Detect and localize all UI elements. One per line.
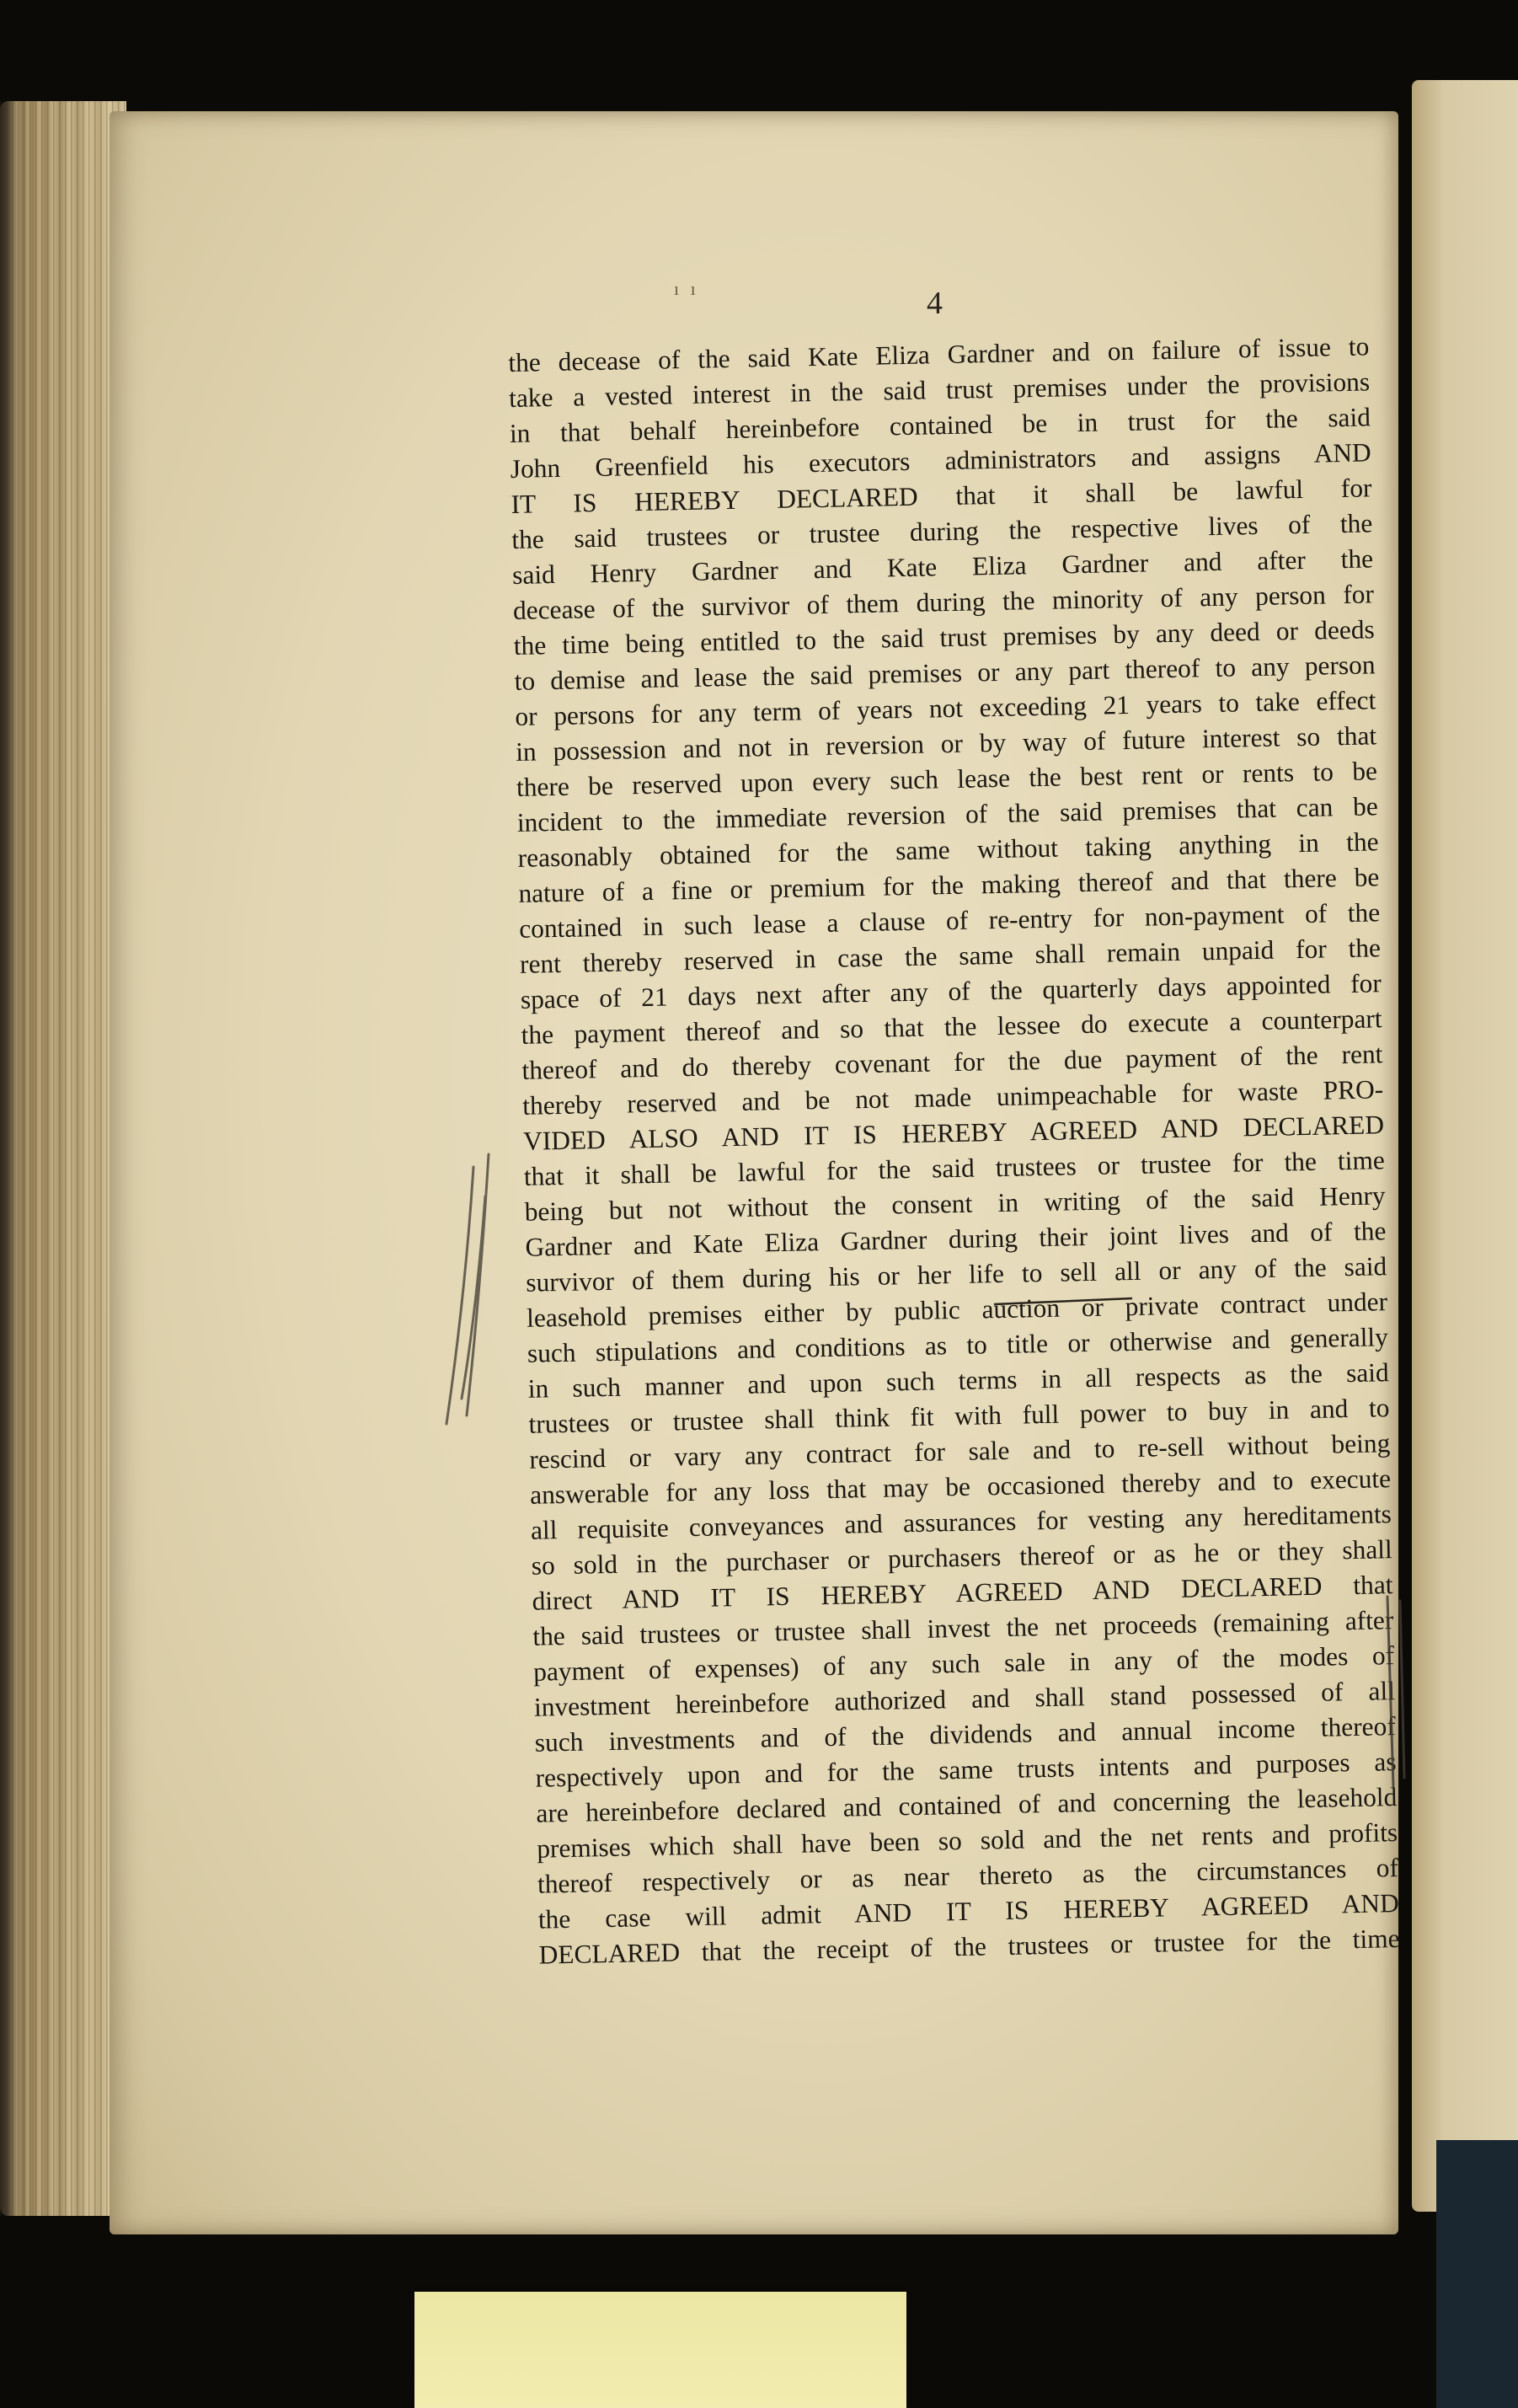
text-line: in that behalf hereinbefore contained be in trust for the said [509,402,1371,448]
text-line: said Henry Gardner and Kate Eliza Gardner and after the [511,543,1374,590]
text-line: so sold in the purchaser or purchasers thereof or as he or they shall [531,1534,1392,1581]
text-line: contained in such lease a clause of re-entry for non-payment of the [518,897,1381,944]
sticky-note [414,2292,906,2408]
text-line: leasehold premises either by public auction or private contract under [526,1287,1388,1333]
text-line: such investments and of the dividends and annual income thereof [534,1711,1396,1758]
text-line: DECLARED that the receipt of the trustees or trustee for the time [538,1924,1400,1970]
facing-page-edge [1412,80,1518,2212]
text-line: investment hereinbefore authorized and shall stand possessed of all [533,1676,1396,1722]
text-line: respectively upon and for the same trusts intents and purposes as [535,1747,1397,1793]
text-line: rent thereby reserved in case the same shall remain unpaid for the [519,933,1382,979]
text-line: all requisite conveyances and assurances for vesting any hereditaments [530,1499,1392,1545]
text-line: the decease of the said Kate Eliza Gardner and on failure of issue to [508,331,1370,377]
text-line: decease of the survivor of them during the minority of any person for [512,579,1375,625]
text-line: premises which shall have been so sold and the net rents and profits [536,1817,1398,1864]
text-line: incident to the immediate reversion of the said premises that can be [516,791,1379,837]
text-line: survivor of them during his or her life to sell all or any of the said [526,1251,1387,1298]
text-line: the said trustees or trustee shall invest the net proceeds (remaining after [532,1605,1394,1651]
text-line: VIDED ALSO AND IT IS HEREBY AGREED AND DECLARED [522,1110,1385,1156]
text-line: to demise and lease the said premises or any part thereof to any person [514,650,1376,696]
text-line: John Greenfield his executors administrators and assigns AND [510,437,1371,484]
text-line: the said trustees or trustee during the respective lives of the [511,508,1373,554]
text-line: trustees or trustee shall think fit with full power to buy in and to [528,1393,1390,1439]
text-line: take a vested interest in the said trust premises under the provisions [508,367,1371,413]
text-line: nature of a fine or premium for the making thereof and that there be [518,862,1380,908]
text-line: there be reserved upon every such lease the best rent or rents to be [516,756,1378,802]
text-line: the time being entitled to the said trust premises by any deed or deeds [513,614,1375,661]
text-line: in possession and not in reversion or by way of future interest so that [515,720,1377,767]
text-line: payment of expenses) of any such sale in any of the modes of [532,1640,1395,1687]
top-marks: ı ı [674,278,699,299]
text-line: direct AND IT IS HEREBY AGREED AND DECLARED that [532,1570,1393,1616]
text-line: thereof respectively or as near thereto as the circumstances of [537,1853,1399,1899]
body-text [508,329,1400,1972]
text-line: answerable for any loss that may be occasioned thereby and to execute [529,1464,1392,1510]
text-line: IT IS HEREBY DECLARED that it shall be lawful for [510,473,1372,519]
text-line: that it shall be lawful for the said trustees or trustee for the time [523,1145,1386,1191]
text-line: are hereinbefore declared and contained of and concerning the leasehold [536,1782,1398,1828]
text-line: thereby reserved and be not made unimpeachable for waste PRO- [521,1074,1384,1121]
book-cover-edge [1436,2140,1518,2408]
text-line: in such manner and upon such terms in all respects as the said [527,1357,1389,1404]
text-line: the payment thereof and so that the lessee do execute a counterpart [521,1003,1382,1050]
text-line: thereof and do thereby covenant for the due payment of the rent [521,1039,1383,1085]
text-line: such stipulations and conditions as to title or otherwise and generally [526,1322,1389,1368]
page-number: 4 [927,286,943,321]
text-line: reasonably obtained for the same without taking anything in the [517,827,1379,873]
text-line: rescind or vary any contract for sale and to re-sell without being [529,1428,1391,1474]
text-line: the case will admit AND IT IS HEREBY AGREED AND [537,1888,1400,1934]
page-edges [0,101,126,2216]
text-line: Gardner and Kate Eliza Gardner during their joint lives and of the [525,1216,1387,1262]
text-line: being but not without the consent in writing of the said Henry [524,1180,1386,1227]
text-line: or persons for any term of years not exceeding 21 years to take effect [515,685,1376,731]
text-line: space of 21 days next after any of the quarterly days appointed for [520,968,1382,1014]
